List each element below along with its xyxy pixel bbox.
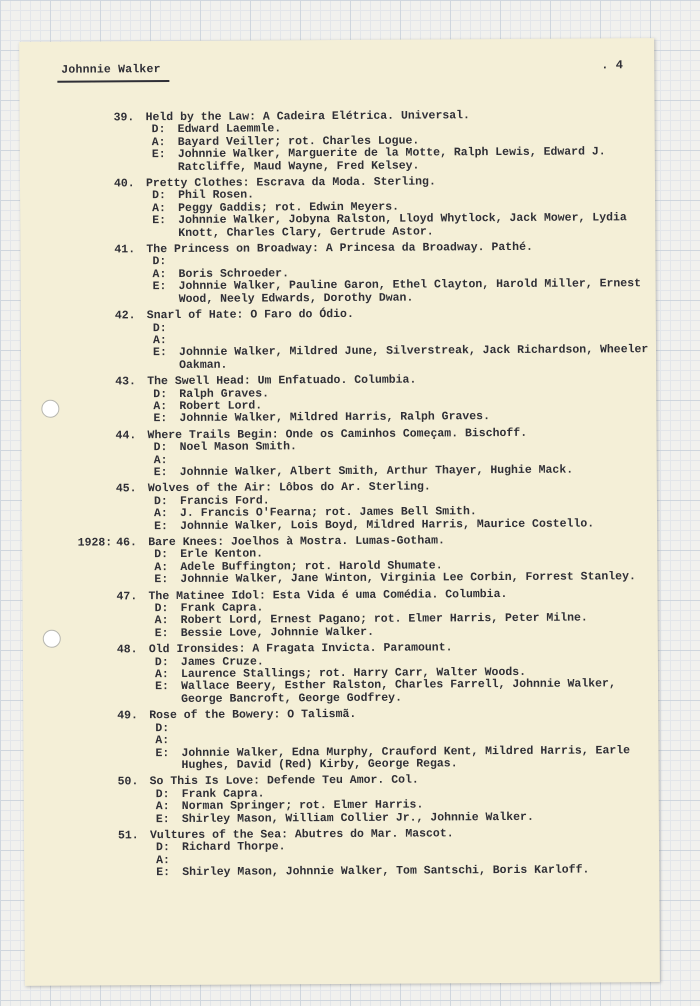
role-value: Wallace Beery, Esther Ralston, Charles Farrell, Johnnie Walker, George Bancroft, George Godfrey. [181, 677, 623, 706]
entry-year [52, 591, 116, 641]
role-label: A: [155, 800, 170, 814]
entry-number: 48. [116, 643, 138, 657]
role-value: Peggy Gaddis; rot. Edwin Meyers. [178, 200, 400, 215]
film-entry [54, 827, 654, 880]
role-label: A: [151, 135, 166, 149]
film-entry [50, 241, 650, 307]
role-value: Richard Thorpe. [182, 840, 286, 855]
role-label: A: [154, 614, 169, 628]
role-label: E: [153, 466, 168, 480]
role-label: E: [152, 346, 167, 360]
role-label: A: [154, 668, 169, 682]
film-title: Rose of the Bowery: O Talismã. [149, 708, 357, 723]
role-value: Edward Laemmle. [177, 122, 282, 137]
cast-line [146, 146, 650, 174]
role-value: Norman Springer; rot. Elmer Harris. [181, 798, 424, 814]
cast-line [147, 410, 651, 425]
page-header-name: Johnnie Walker [61, 63, 161, 77]
role-value: Johnnie Walker, Pauline Garon, Ethel Clayton, Harold Miller, Ernest Wood, Neely Edwards, Dorothy Dwan. [178, 277, 648, 306]
film-entry [52, 534, 652, 587]
role-label: D: [152, 255, 167, 269]
role-label: A: [156, 853, 170, 867]
role-label: E: [152, 280, 167, 294]
role-value: Bessie Love, Johnnie Walker. [180, 625, 375, 640]
role-label: A: [154, 560, 169, 574]
entry-number: 42. [114, 309, 136, 323]
role-value: Phil Rosen. [178, 188, 255, 203]
cast-line [150, 864, 654, 879]
film-title: Where Trails Begin: Onde os Caminhos Começam. Bischoff. [147, 426, 528, 442]
entry-number: 41. [114, 243, 136, 257]
film-entry [50, 109, 650, 175]
cast-line [146, 212, 650, 240]
entry-year [50, 178, 114, 240]
role-label: A: [152, 333, 167, 348]
role-value: Robert Lord. [179, 399, 263, 413]
film-title: Snarl of Hate: O Faro do Ódio. [146, 308, 354, 323]
role-label: E: [156, 866, 171, 880]
entry-year [54, 830, 118, 880]
film-entry [51, 307, 656, 373]
film-title: Wolves of the Air: Lôbos do Ar. Sterling. [147, 480, 431, 496]
cast-line [150, 811, 654, 826]
entry-year [50, 112, 114, 174]
role-value: Boris Schroeder. [178, 267, 290, 281]
role-label: D: [151, 123, 166, 137]
role-value: Shirley Mason, Johnnie Walker, Tom Santschi, Boris Karloff. [182, 863, 590, 880]
role-value: J. Francis O'Fearna; rot. James Bell Smith. [179, 505, 477, 521]
entry-number: 43. [115, 375, 136, 389]
entry-year: 1928: [77, 536, 113, 550]
role-value: Johnnie Walker, Mildred June, Silverstreak, Jack Richardson, Wheeler Oakman. [178, 343, 656, 372]
role-value: Johnnie Walker, Marguerite de la Motte, Ralph Lewis, Edward J. Ratcliffe, Maud Wayne, Fred Kelsey. [177, 145, 613, 174]
role-value: Noel Mason Smith. [179, 440, 297, 455]
role-value: Johnnie Walker, Albert Smith, Arthur Thayer, Hughie Mack. [179, 463, 574, 479]
cast-line [148, 518, 652, 533]
role-label: E: [154, 626, 169, 640]
role-label: E: [155, 812, 170, 826]
cast-line [149, 679, 653, 707]
role-value: Shirley Mason, William Collier Jr., Johnnie Walker. [181, 810, 534, 826]
film-title: So This Is Love: Defende Teu Amor. Col. [149, 773, 419, 789]
role-label: D: [154, 548, 169, 562]
role-label: D: [152, 321, 167, 335]
role-value: Francis Ford. [179, 494, 270, 508]
cast-line [148, 571, 652, 586]
entry-number: 39. [113, 111, 135, 125]
film-entry [54, 773, 654, 826]
film-title: Old Ironsides: A Fragata Invicta. Paramount. [148, 641, 453, 657]
cast-line [147, 278, 651, 306]
role-label: E: [154, 573, 169, 587]
role-label: D: [154, 602, 169, 616]
film-entry [51, 427, 651, 480]
entry-number: 51. [117, 829, 139, 843]
entry-year [54, 777, 118, 827]
entry-year [52, 484, 116, 534]
role-label: A: [153, 399, 168, 414]
role-label: D: [153, 494, 168, 508]
role-value: Laurence Stallings; rot. Harry Carr, Walter Woods. [180, 665, 527, 682]
role-value: Adele Buffington; rot. Harold Shumate. [180, 559, 443, 574]
role-value: Frank Capra. [181, 787, 265, 801]
entry-year [51, 376, 115, 426]
role-label: A: [152, 201, 166, 215]
entry-number: 45. [115, 482, 137, 496]
role-label: D: [156, 841, 170, 855]
role-value: Robert Lord, Ernest Pagano; rot. Elmer Harris, Peter Milne. [180, 611, 588, 628]
film-entry [51, 373, 651, 426]
film-entry [52, 480, 652, 533]
role-label: A: [155, 734, 170, 748]
entry-number: 49. [117, 709, 139, 723]
role-value: Erle Kenton. [180, 547, 264, 562]
role-label: D: [153, 441, 168, 455]
header-underline [57, 80, 169, 83]
film-entry [53, 707, 653, 773]
role-value: Ralph Graves. [179, 386, 270, 401]
entry-year [51, 430, 115, 480]
role-label: A: [153, 453, 168, 467]
role-value: Bayard Veiller; rot. Charles Logue. [177, 134, 420, 149]
cast-line [148, 464, 652, 479]
film-title: Vultures of the Sea: Abutres do Mar. Mascot. [149, 827, 454, 843]
role-label: E: [152, 214, 167, 228]
film-title: The Princess on Broadway: A Princesa da Broadway. Pathé. [146, 240, 533, 257]
entry-number: 40. [113, 177, 135, 191]
role-label: E: [154, 519, 168, 533]
role-label: E: [155, 680, 169, 694]
film-title: The Matinee Idol: Esta Vida é uma Comédia. Columbia. [148, 587, 508, 603]
film-entry [53, 641, 653, 707]
film-entry [52, 588, 652, 641]
role-value: Johnnie Walker, Lois Boyd, Mildred Harris, Maurice Costello. [180, 517, 595, 533]
page-number: . 4 [601, 58, 623, 73]
film-title: Pretty Clothes: Escrava da Moda. Sterling. [145, 175, 436, 191]
cast-line [149, 625, 653, 640]
role-label: E: [153, 412, 168, 426]
entry-number: 46. [116, 536, 137, 550]
filmography-list [50, 109, 655, 884]
role-value: Johnnie Walker, Mildred Harris, Ralph Graves. [179, 410, 491, 426]
typed-page [19, 38, 660, 986]
role-label: D: [155, 787, 170, 801]
entry-number: 47. [116, 589, 138, 603]
entry-year [53, 645, 117, 707]
film-title: The Swell Head: Um Enfatuado. Columbia. [147, 373, 417, 389]
role-label: E: [155, 746, 170, 760]
film-title: Held by the Law: A Cadeira Elétrica. Universal. [145, 109, 470, 125]
role-label: D: [154, 655, 169, 669]
role-value: Johnnie Walker, Edna Murphy, Crauford Kent, Mildred Harris, Earle Hughes, David (Red) Kirby, George Regas. [181, 743, 637, 772]
role-label: D: [152, 189, 166, 203]
role-label: E: [151, 148, 166, 162]
entry-year [51, 310, 115, 372]
role-label: D: [153, 387, 168, 401]
cast-line [149, 745, 653, 773]
role-label: A: [152, 267, 167, 282]
role-label: A: [153, 507, 168, 521]
film-title: Bare Knees: Joelhos à Mostra. Lumas-Gotham. [148, 534, 445, 550]
role-value: Johnnie Walker, Jobyna Ralston, Lloyd Whytlock, Jack Mower, Lydia Knott, Charles Clary, Gertrude Astor. [178, 211, 634, 240]
entry-year [53, 711, 117, 773]
role-value: Frank Capra. [180, 601, 264, 616]
role-label: D: [155, 721, 170, 735]
cast-line [147, 343, 656, 372]
entry-number: 44. [115, 428, 137, 443]
entry-number: 50. [117, 775, 139, 789]
role-value: Johnnie Walker, Jane Winton, Virginia Lee Corbin, Forrest Stanley. [180, 570, 636, 587]
film-entry [50, 175, 650, 241]
role-value: James Cruze. [180, 655, 264, 669]
entry-year [50, 244, 114, 306]
